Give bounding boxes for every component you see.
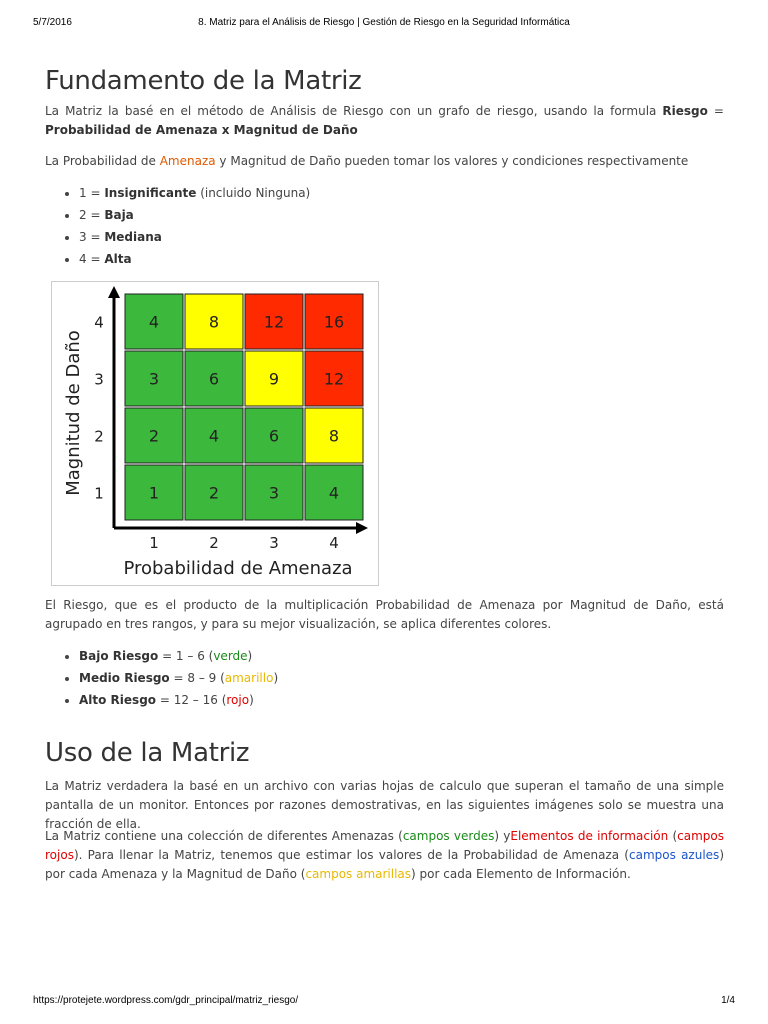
page-number: 1/4 xyxy=(721,995,735,1006)
print-url: https://protejete.wordpress.com/gdr_principal/matriz_riesgo/ xyxy=(33,995,299,1006)
level-suffix: (incluido Ninguna) xyxy=(196,186,311,200)
range-close: ) xyxy=(247,649,253,663)
matrix-cell-value: 16 xyxy=(323,312,345,332)
y-tick-label: 3 xyxy=(94,370,104,389)
paragraph-formula xyxy=(45,102,724,140)
paragraph-uso-1 xyxy=(45,777,724,834)
level-item xyxy=(79,248,724,270)
level-item xyxy=(79,182,724,204)
formula-product: Probabilidad de Amenaza x Magnitud de Daño xyxy=(45,123,358,137)
matrix-cell-value: 8 xyxy=(328,426,340,446)
range-item xyxy=(79,689,724,711)
values-rest: y Magnitud de Daño pueden tomar los valores y condiciones respectivamente xyxy=(215,154,689,168)
campos-amarillas-text: campos amarillas xyxy=(305,867,412,881)
level-label: Baja xyxy=(104,208,134,222)
matrix-cell-value: 1 xyxy=(148,483,160,503)
range-label: Medio Riesgo xyxy=(79,671,170,685)
level-prefix: 2 = xyxy=(79,208,105,222)
x-axis-label: Probabilidad de Amenaza xyxy=(123,558,353,579)
matrix-cell-value: 12 xyxy=(263,312,285,332)
range-label: Alto Riesgo xyxy=(79,693,157,707)
campos-verdes-text: campos verdes xyxy=(402,829,495,843)
range-label: Bajo Riesgo xyxy=(79,649,159,663)
formula-equals: = xyxy=(707,104,724,118)
range-item xyxy=(79,645,724,667)
uso2-c: ( xyxy=(668,829,678,843)
level-label: Alta xyxy=(104,252,132,266)
heading-fundamento: Fundamento de la Matriz xyxy=(45,66,362,96)
level-label: Insignificante xyxy=(104,186,197,200)
y-tick-label: 1 xyxy=(94,484,104,503)
level-prefix: 4 = xyxy=(79,252,105,266)
range-color-word: amarillo xyxy=(224,671,274,685)
range-values: = 8 – 9 ( xyxy=(169,671,225,685)
level-prefix: 3 = xyxy=(79,230,105,244)
range-values: = 1 – 6 ( xyxy=(158,649,214,663)
matrix-cell-value: 6 xyxy=(268,426,280,446)
formula-text xyxy=(45,102,724,140)
levels-list xyxy=(45,182,724,270)
uso2-f: ) por cada Elemento de Información. xyxy=(411,867,631,881)
ranges-list xyxy=(45,645,724,711)
risk-matrix-figure xyxy=(51,281,379,586)
level-item xyxy=(79,204,724,226)
uso2-d: ). Para llenar la Matriz, tenemos que estimar los valores de la Probabilidad de Amenaza ( xyxy=(73,848,629,862)
x-axis-arrow xyxy=(356,522,368,534)
matrix-cell-value: 8 xyxy=(208,312,220,332)
x-tick-label: 4 xyxy=(329,534,339,552)
matrix-cell-value: 4 xyxy=(148,312,160,332)
values-text xyxy=(45,152,724,171)
matrix-cell-value: 6 xyxy=(208,369,220,389)
matrix-cell-value: 3 xyxy=(268,483,280,503)
y-tick-label: 4 xyxy=(94,313,104,332)
range-color-word: rojo xyxy=(226,693,250,707)
campos-rojos-text: campos rojos xyxy=(45,829,724,862)
paragraph-values xyxy=(45,152,724,171)
matrix-cell-value: 4 xyxy=(328,483,340,503)
level-label: Mediana xyxy=(104,230,162,244)
matrix-cell-value: 4 xyxy=(208,426,220,446)
uso-text-1: La Matriz verdadera la basé en un archivo con varias hojas de calculo que superan el tamaño de una simple pantalla de un monitor. Entonces por razones demostrativas, en las siguientes imágenes solo se muestra una fracción de ella. xyxy=(45,779,724,831)
range-color-word: verde xyxy=(213,649,248,663)
uso2-e: ) por cada Amenaza y la Magnitud de Daño ( xyxy=(45,848,724,881)
matrix-cell-value: 2 xyxy=(208,483,220,503)
range-values: = 12 – 16 ( xyxy=(156,693,227,707)
matrix-cell-value: 3 xyxy=(148,369,160,389)
formula-riesgo: Riesgo xyxy=(662,104,708,118)
range-close: ) xyxy=(249,693,254,707)
paragraph-uso-2 xyxy=(45,827,724,884)
uso-text-2 xyxy=(45,827,724,884)
x-tick-label: 3 xyxy=(269,534,279,552)
values-intro: La Probabilidad de xyxy=(45,154,160,168)
print-title: 8. Matriz para el Análisis de Riesgo | Gestión de Riesgo en la Seguridad Informática xyxy=(198,17,570,28)
section-fundamento xyxy=(45,66,724,96)
section-uso xyxy=(45,738,724,768)
matrix-cell-value: 9 xyxy=(268,369,280,389)
range-item xyxy=(79,667,724,689)
y-axis-label: Magnitud de Daño xyxy=(63,330,84,496)
x-tick-label: 2 xyxy=(209,534,219,552)
paragraph-riesgo xyxy=(45,596,724,634)
campos-azules-text: campos azules xyxy=(629,848,720,862)
level-item xyxy=(79,226,724,248)
heading-uso: Uso de la Matriz xyxy=(45,738,250,768)
level-prefix: 1 = xyxy=(79,186,105,200)
link-elementos-informacion[interactable]: Elementos de información xyxy=(510,829,669,843)
x-tick-label: 1 xyxy=(149,534,159,552)
y-tick-label: 2 xyxy=(94,427,104,446)
formula-intro: La Matriz la basé en el método de Análisis de Riesgo con un grafo de riesgo, usando la formula xyxy=(45,104,663,118)
print-date: 5/7/2016 xyxy=(33,17,72,28)
uso2-a: La Matriz contiene una colección de diferentes Amenazas ( xyxy=(45,829,403,843)
link-amenaza[interactable]: Amenaza xyxy=(159,154,216,168)
range-close: ) xyxy=(273,671,279,685)
ranges-list-wrap xyxy=(45,645,724,711)
matrix-cell-value: 2 xyxy=(148,426,160,446)
risk-matrix-chart xyxy=(52,282,378,585)
y-axis-arrow xyxy=(108,286,120,298)
levels-list-wrap xyxy=(45,182,724,270)
matrix-cell-value: 12 xyxy=(323,369,345,389)
riesgo-text: El Riesgo, que es el producto de la multiplicación Probabilidad de Amenaza por Magnitud de Daño, está agrupado en tres rangos, y para su mejor visualización, se aplica diferentes colores. xyxy=(45,598,724,631)
uso2-b: ) y xyxy=(494,829,511,843)
